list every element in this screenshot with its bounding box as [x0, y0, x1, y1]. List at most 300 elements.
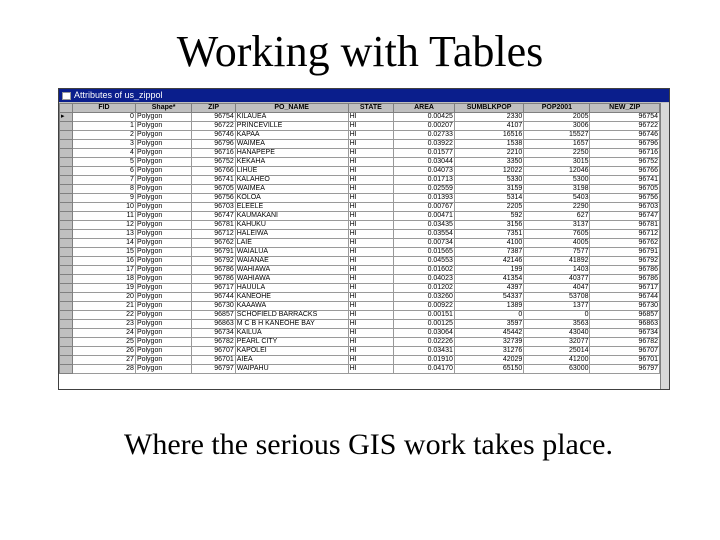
table-cell[interactable]: 96716 — [192, 149, 235, 158]
table-cell[interactable]: 7 — [73, 176, 136, 185]
table-cell[interactable]: 1389 — [454, 302, 523, 311]
table-cell[interactable]: 12022 — [454, 167, 523, 176]
table-cell[interactable]: 41354 — [454, 275, 523, 284]
table-row[interactable] — [60, 347, 660, 356]
table-cell[interactable]: 2290 — [524, 203, 590, 212]
table-cell[interactable]: 96766 — [192, 167, 235, 176]
table-cell[interactable]: 0 — [73, 113, 136, 122]
table-cell[interactable]: WAIMEA — [235, 185, 348, 194]
table-cell[interactable]: Polygon — [135, 329, 191, 338]
table-cell[interactable]: 96744 — [192, 293, 235, 302]
row-selector[interactable] — [60, 131, 73, 140]
table-cell[interactable]: 96786 — [590, 275, 660, 284]
table-cell[interactable]: 0.02733 — [394, 131, 455, 140]
table-cell[interactable]: KAPOLEI — [235, 347, 348, 356]
table-row[interactable] — [60, 302, 660, 311]
table-cell[interactable]: 0.04553 — [394, 257, 455, 266]
table-cell[interactable]: 1 — [73, 122, 136, 131]
row-selector[interactable] — [60, 329, 73, 338]
table-cell[interactable]: 15 — [73, 248, 136, 257]
table-cell[interactable]: 42029 — [454, 356, 523, 365]
row-selector[interactable] — [60, 140, 73, 149]
table-cell[interactable]: 96734 — [192, 329, 235, 338]
table-cell[interactable]: 4047 — [524, 284, 590, 293]
table-row[interactable] — [60, 176, 660, 185]
table-cell[interactable]: Polygon — [135, 275, 191, 284]
table-cell[interactable]: 54337 — [454, 293, 523, 302]
table-cell[interactable]: WAIALUA — [235, 248, 348, 257]
table-cell[interactable]: Polygon — [135, 239, 191, 248]
table-cell[interactable]: 0.01577 — [394, 149, 455, 158]
table-cell[interactable]: 96766 — [590, 167, 660, 176]
table-cell[interactable]: 96741 — [590, 176, 660, 185]
table-cell[interactable]: Polygon — [135, 293, 191, 302]
table-cell[interactable]: 41200 — [524, 356, 590, 365]
table-cell[interactable]: 592 — [454, 212, 523, 221]
table-cell[interactable]: 96756 — [590, 194, 660, 203]
table-cell[interactable]: 1403 — [524, 266, 590, 275]
table-cell[interactable]: 96703 — [590, 203, 660, 212]
table-cell[interactable]: 0 — [454, 311, 523, 320]
table-cell[interactable]: HI — [348, 212, 394, 221]
table-cell[interactable]: 0.03922 — [394, 140, 455, 149]
table-cell[interactable]: 0.00151 — [394, 311, 455, 320]
row-selector[interactable] — [60, 266, 73, 275]
table-cell[interactable]: 12 — [73, 221, 136, 230]
table-cell[interactable]: 5 — [73, 158, 136, 167]
table-cell[interactable]: 7387 — [454, 248, 523, 257]
table-cell[interactable]: 5314 — [454, 194, 523, 203]
table-cell[interactable]: 96781 — [590, 221, 660, 230]
table-cell[interactable]: 7605 — [524, 230, 590, 239]
table-row[interactable] — [60, 230, 660, 239]
table-cell[interactable]: 96754 — [590, 113, 660, 122]
table-cell[interactable]: 19 — [73, 284, 136, 293]
table-cell[interactable]: 96734 — [590, 329, 660, 338]
row-selector[interactable] — [60, 239, 73, 248]
table-cell[interactable]: 0.04170 — [394, 365, 455, 374]
row-selector[interactable] — [60, 275, 73, 284]
table-cell[interactable]: 3 — [73, 140, 136, 149]
table-cell[interactable]: KAUMAKANI — [235, 212, 348, 221]
table-cell[interactable]: 96705 — [192, 185, 235, 194]
table-cell[interactable]: Polygon — [135, 266, 191, 275]
column-header[interactable]: POP2001 — [524, 104, 590, 113]
table-cell[interactable]: Polygon — [135, 365, 191, 374]
table-cell[interactable]: M C B H KANEOHE BAY — [235, 320, 348, 329]
table-cell[interactable]: 96701 — [590, 356, 660, 365]
table-cell[interactable]: HANAPEPE — [235, 149, 348, 158]
table-cell[interactable]: 4107 — [454, 122, 523, 131]
table-row[interactable] — [60, 266, 660, 275]
table-cell[interactable]: 96746 — [192, 131, 235, 140]
table-cell[interactable]: 23 — [73, 320, 136, 329]
table-cell[interactable]: 32077 — [524, 338, 590, 347]
table-cell[interactable]: 0.03044 — [394, 158, 455, 167]
column-header[interactable]: PO_NAME — [235, 104, 348, 113]
table-cell[interactable]: Polygon — [135, 149, 191, 158]
table-cell[interactable]: 96782 — [590, 338, 660, 347]
table-cell[interactable]: KAPAA — [235, 131, 348, 140]
table-cell[interactable]: SCHOFIELD BARRACKS — [235, 311, 348, 320]
table-cell[interactable]: 27 — [73, 356, 136, 365]
row-selector[interactable] — [60, 230, 73, 239]
row-selector[interactable] — [60, 302, 73, 311]
row-selector[interactable] — [60, 212, 73, 221]
table-cell[interactable]: WAIPAHU — [235, 365, 348, 374]
table-cell[interactable]: 96716 — [590, 149, 660, 158]
table-cell[interactable]: Polygon — [135, 212, 191, 221]
table-cell[interactable]: 2205 — [454, 203, 523, 212]
table-cell[interactable]: 2 — [73, 131, 136, 140]
table-cell[interactable]: 96741 — [192, 176, 235, 185]
table-cell[interactable]: 15527 — [524, 131, 590, 140]
table-cell[interactable]: HI — [348, 284, 394, 293]
table-cell[interactable]: 0.02226 — [394, 338, 455, 347]
row-selector[interactable] — [60, 149, 73, 158]
table-cell[interactable]: KANEOHE — [235, 293, 348, 302]
table-row[interactable] — [60, 311, 660, 320]
table-cell[interactable]: 96712 — [590, 230, 660, 239]
table-cell[interactable]: 3350 — [454, 158, 523, 167]
table-cell[interactable]: 96857 — [590, 311, 660, 320]
table-cell[interactable]: Polygon — [135, 302, 191, 311]
table-cell[interactable]: 0.00471 — [394, 212, 455, 221]
table-cell[interactable]: 13 — [73, 230, 136, 239]
row-selector[interactable] — [60, 167, 73, 176]
table-cell[interactable]: 96701 — [192, 356, 235, 365]
column-header[interactable]: AREA — [394, 104, 455, 113]
table-cell[interactable]: Polygon — [135, 257, 191, 266]
table-cell[interactable]: Polygon — [135, 167, 191, 176]
column-header[interactable]: Shape* — [135, 104, 191, 113]
table-cell[interactable]: 16516 — [454, 131, 523, 140]
table-row[interactable] — [60, 212, 660, 221]
table-cell[interactable]: Polygon — [135, 347, 191, 356]
table-cell[interactable]: 96703 — [192, 203, 235, 212]
table-cell[interactable]: HI — [348, 185, 394, 194]
table-cell[interactable]: HI — [348, 302, 394, 311]
table-cell[interactable]: 96782 — [192, 338, 235, 347]
table-cell[interactable]: Polygon — [135, 140, 191, 149]
table-cell[interactable]: 96786 — [590, 266, 660, 275]
table-row[interactable] — [60, 158, 660, 167]
table-cell[interactable]: 4100 — [454, 239, 523, 248]
table-cell[interactable]: 0.03554 — [394, 230, 455, 239]
table-cell[interactable]: 0.00767 — [394, 203, 455, 212]
table-cell[interactable]: HAUULA — [235, 284, 348, 293]
table-cell[interactable]: KAAAWA — [235, 302, 348, 311]
table-row[interactable] — [60, 365, 660, 374]
table-cell[interactable]: KEKAHA — [235, 158, 348, 167]
table-cell[interactable]: 96796 — [590, 140, 660, 149]
table-cell[interactable]: 40377 — [524, 275, 590, 284]
table-cell[interactable]: 0.00207 — [394, 122, 455, 131]
table-cell[interactable]: 96730 — [192, 302, 235, 311]
table-cell[interactable]: 24 — [73, 329, 136, 338]
row-selector[interactable] — [60, 293, 73, 302]
table-cell[interactable]: 199 — [454, 266, 523, 275]
table-cell[interactable]: 96797 — [590, 365, 660, 374]
table-row[interactable] — [60, 149, 660, 158]
attribute-table[interactable] — [59, 103, 669, 389]
table-cell[interactable]: 96792 — [590, 257, 660, 266]
row-selector[interactable] — [60, 365, 73, 374]
table-row[interactable] — [60, 122, 660, 131]
table-cell[interactable]: 7351 — [454, 230, 523, 239]
table-cell[interactable]: 96857 — [192, 311, 235, 320]
table-cell[interactable]: 0.03064 — [394, 329, 455, 338]
table-cell[interactable]: HI — [348, 113, 394, 122]
table-cell[interactable]: 96786 — [192, 275, 235, 284]
table-cell[interactable]: 16 — [73, 257, 136, 266]
table-cell[interactable]: 96754 — [192, 113, 235, 122]
table-cell[interactable]: 96707 — [192, 347, 235, 356]
table-cell[interactable]: 4397 — [454, 284, 523, 293]
table-cell[interactable]: 10 — [73, 203, 136, 212]
table-cell[interactable]: 96752 — [192, 158, 235, 167]
table-cell[interactable]: 28 — [73, 365, 136, 374]
table-cell[interactable]: 627 — [524, 212, 590, 221]
table-cell[interactable]: KALAHEO — [235, 176, 348, 185]
table-cell[interactable]: HI — [348, 347, 394, 356]
table-cell[interactable]: 4005 — [524, 239, 590, 248]
table-cell[interactable]: LAIE — [235, 239, 348, 248]
table-cell[interactable]: Polygon — [135, 113, 191, 122]
table-cell[interactable]: HI — [348, 311, 394, 320]
table-cell[interactable]: 11 — [73, 212, 136, 221]
table-cell[interactable]: Polygon — [135, 194, 191, 203]
table-cell[interactable]: 65150 — [454, 365, 523, 374]
row-selector[interactable] — [60, 347, 73, 356]
table-row[interactable] — [60, 257, 660, 266]
vertical-scrollbar[interactable] — [660, 103, 669, 389]
table-cell[interactable]: 96863 — [192, 320, 235, 329]
row-selector[interactable] — [60, 185, 73, 194]
table-cell[interactable]: 63000 — [524, 365, 590, 374]
table-cell[interactable]: 6 — [73, 167, 136, 176]
table-cell[interactable]: 96781 — [192, 221, 235, 230]
table-cell[interactable]: HI — [348, 167, 394, 176]
table-cell[interactable]: 0.00425 — [394, 113, 455, 122]
table-cell[interactable]: 0.03431 — [394, 347, 455, 356]
table-cell[interactable]: 96707 — [590, 347, 660, 356]
table-cell[interactable]: 0 — [524, 311, 590, 320]
table-cell[interactable]: 3006 — [524, 122, 590, 131]
table-cell[interactable]: 96792 — [192, 257, 235, 266]
table-row[interactable] — [60, 356, 660, 365]
table-cell[interactable]: 96796 — [192, 140, 235, 149]
row-selector[interactable] — [60, 248, 73, 257]
table-cell[interactable]: HALEIWA — [235, 230, 348, 239]
table-cell[interactable]: HI — [348, 230, 394, 239]
table-cell[interactable]: 43040 — [524, 329, 590, 338]
table-cell[interactable]: 3198 — [524, 185, 590, 194]
table-row[interactable] — [60, 239, 660, 248]
column-header[interactable]: STATE — [348, 104, 394, 113]
table-cell[interactable]: HI — [348, 203, 394, 212]
table-row[interactable] — [60, 113, 660, 122]
table-cell[interactable]: 22 — [73, 311, 136, 320]
table-cell[interactable]: Polygon — [135, 320, 191, 329]
table-cell[interactable]: 20 — [73, 293, 136, 302]
row-selector[interactable] — [60, 320, 73, 329]
table-cell[interactable]: LIHUE — [235, 167, 348, 176]
table-cell[interactable]: 96722 — [590, 122, 660, 131]
table-cell[interactable]: HI — [348, 266, 394, 275]
table-cell[interactable]: 1377 — [524, 302, 590, 311]
table-cell[interactable]: HI — [348, 248, 394, 257]
table-cell[interactable]: Polygon — [135, 311, 191, 320]
row-selector[interactable] — [60, 203, 73, 212]
table-cell[interactable]: Polygon — [135, 176, 191, 185]
table-cell[interactable]: 1538 — [454, 140, 523, 149]
table-cell[interactable]: Polygon — [135, 284, 191, 293]
table-row[interactable] — [60, 248, 660, 257]
table-cell[interactable]: 96786 — [192, 266, 235, 275]
table-cell[interactable]: 96756 — [192, 194, 235, 203]
table-row[interactable] — [60, 167, 660, 176]
table-cell[interactable]: HI — [348, 356, 394, 365]
table-cell[interactable]: 41892 — [524, 257, 590, 266]
table-cell[interactable]: 96752 — [590, 158, 660, 167]
table-cell[interactable]: 14 — [73, 239, 136, 248]
table-row[interactable] — [60, 338, 660, 347]
table-cell[interactable]: 96730 — [590, 302, 660, 311]
table-cell[interactable]: 96705 — [590, 185, 660, 194]
table-cell[interactable]: Polygon — [135, 356, 191, 365]
row-selector[interactable] — [60, 176, 73, 185]
table-cell[interactable]: Polygon — [135, 338, 191, 347]
table-cell[interactable]: 0.00125 — [394, 320, 455, 329]
table-cell[interactable]: WAHIAWA — [235, 266, 348, 275]
table-cell[interactable]: 96746 — [590, 131, 660, 140]
table-cell[interactable]: Polygon — [135, 131, 191, 140]
table-cell[interactable]: 32739 — [454, 338, 523, 347]
table-cell[interactable]: 26 — [73, 347, 136, 356]
table-cell[interactable]: 7577 — [524, 248, 590, 257]
table-cell[interactable]: 2250 — [524, 149, 590, 158]
row-selector[interactable] — [60, 194, 73, 203]
table-cell[interactable]: 21 — [73, 302, 136, 311]
table-cell[interactable]: 1657 — [524, 140, 590, 149]
table-cell[interactable]: WAIMEA — [235, 140, 348, 149]
table-cell[interactable]: HI — [348, 320, 394, 329]
table-cell[interactable]: 96717 — [192, 284, 235, 293]
table-cell[interactable]: KAHUKU — [235, 221, 348, 230]
table-row[interactable] — [60, 320, 660, 329]
table-cell[interactable]: HI — [348, 257, 394, 266]
table-cell[interactable]: 3015 — [524, 158, 590, 167]
table-cell[interactable]: 96791 — [590, 248, 660, 257]
table-cell[interactable]: 25014 — [524, 347, 590, 356]
row-selector[interactable] — [60, 356, 73, 365]
table-cell[interactable]: 96747 — [192, 212, 235, 221]
table-cell[interactable]: HI — [348, 329, 394, 338]
table-cell[interactable]: 5403 — [524, 194, 590, 203]
table-cell[interactable]: 45442 — [454, 329, 523, 338]
table-cell[interactable]: 96744 — [590, 293, 660, 302]
table-cell[interactable]: 0.01202 — [394, 284, 455, 293]
column-header[interactable]: FID — [73, 104, 136, 113]
table-cell[interactable]: 0.03260 — [394, 293, 455, 302]
table-cell[interactable]: PEARL CITY — [235, 338, 348, 347]
table-cell[interactable]: 3156 — [454, 221, 523, 230]
table-cell[interactable]: HI — [348, 275, 394, 284]
table-cell[interactable]: 9 — [73, 194, 136, 203]
table-cell[interactable]: HI — [348, 194, 394, 203]
column-header[interactable]: SUMBLKPOP — [454, 104, 523, 113]
table-cell[interactable]: 0.02559 — [394, 185, 455, 194]
table-cell[interactable]: 3563 — [524, 320, 590, 329]
table-cell[interactable]: 0.01565 — [394, 248, 455, 257]
table-cell[interactable]: 0.00734 — [394, 239, 455, 248]
table-cell[interactable]: HI — [348, 140, 394, 149]
table-cell[interactable]: WAHIAWA — [235, 275, 348, 284]
table-cell[interactable]: 96747 — [590, 212, 660, 221]
table-cell[interactable]: 42146 — [454, 257, 523, 266]
table-cell[interactable]: 25 — [73, 338, 136, 347]
row-selector[interactable] — [60, 338, 73, 347]
table-row[interactable] — [60, 293, 660, 302]
table-cell[interactable]: HI — [348, 293, 394, 302]
window-titlebar[interactable] — [59, 89, 669, 102]
table-row[interactable] — [60, 275, 660, 284]
table-row[interactable] — [60, 329, 660, 338]
table-cell[interactable]: HI — [348, 122, 394, 131]
row-selector[interactable] — [60, 284, 73, 293]
table-cell[interactable]: HI — [348, 149, 394, 158]
table-cell[interactable]: 2005 — [524, 113, 590, 122]
table-cell[interactable]: HI — [348, 239, 394, 248]
table-cell[interactable]: HI — [348, 365, 394, 374]
table-cell[interactable]: 96762 — [192, 239, 235, 248]
table-cell[interactable]: 96797 — [192, 365, 235, 374]
table-cell[interactable]: 96791 — [192, 248, 235, 257]
table-row[interactable] — [60, 131, 660, 140]
table-cell[interactable]: 0.04023 — [394, 275, 455, 284]
table-cell[interactable]: 3137 — [524, 221, 590, 230]
table-cell[interactable]: 8 — [73, 185, 136, 194]
table-cell[interactable]: 0.00922 — [394, 302, 455, 311]
row-selector[interactable] — [60, 122, 73, 131]
table-row[interactable] — [60, 203, 660, 212]
table-cell[interactable]: 0.04073 — [394, 167, 455, 176]
table-cell[interactable]: 3597 — [454, 320, 523, 329]
column-header[interactable]: NEW_ZIP — [590, 104, 660, 113]
table-cell[interactable]: HI — [348, 158, 394, 167]
table-cell[interactable]: 0.03435 — [394, 221, 455, 230]
row-selector[interactable] — [60, 158, 73, 167]
table-cell[interactable]: 18 — [73, 275, 136, 284]
table-cell[interactable]: KOLOA — [235, 194, 348, 203]
table-cell[interactable]: WAIANAE — [235, 257, 348, 266]
table-row[interactable] — [60, 221, 660, 230]
table-cell[interactable]: HI — [348, 176, 394, 185]
table-cell[interactable]: 53708 — [524, 293, 590, 302]
table-cell[interactable]: 0.01602 — [394, 266, 455, 275]
table-cell[interactable]: KILAUEA — [235, 113, 348, 122]
table-cell[interactable]: 96722 — [192, 122, 235, 131]
table-row[interactable] — [60, 194, 660, 203]
table-cell[interactable]: 12046 — [524, 167, 590, 176]
table-cell[interactable]: AIEA — [235, 356, 348, 365]
table-cell[interactable]: 31276 — [454, 347, 523, 356]
table-cell[interactable]: 17 — [73, 266, 136, 275]
table-cell[interactable]: KAILUA — [235, 329, 348, 338]
table-cell[interactable]: 96712 — [192, 230, 235, 239]
table-cell[interactable]: Polygon — [135, 248, 191, 257]
